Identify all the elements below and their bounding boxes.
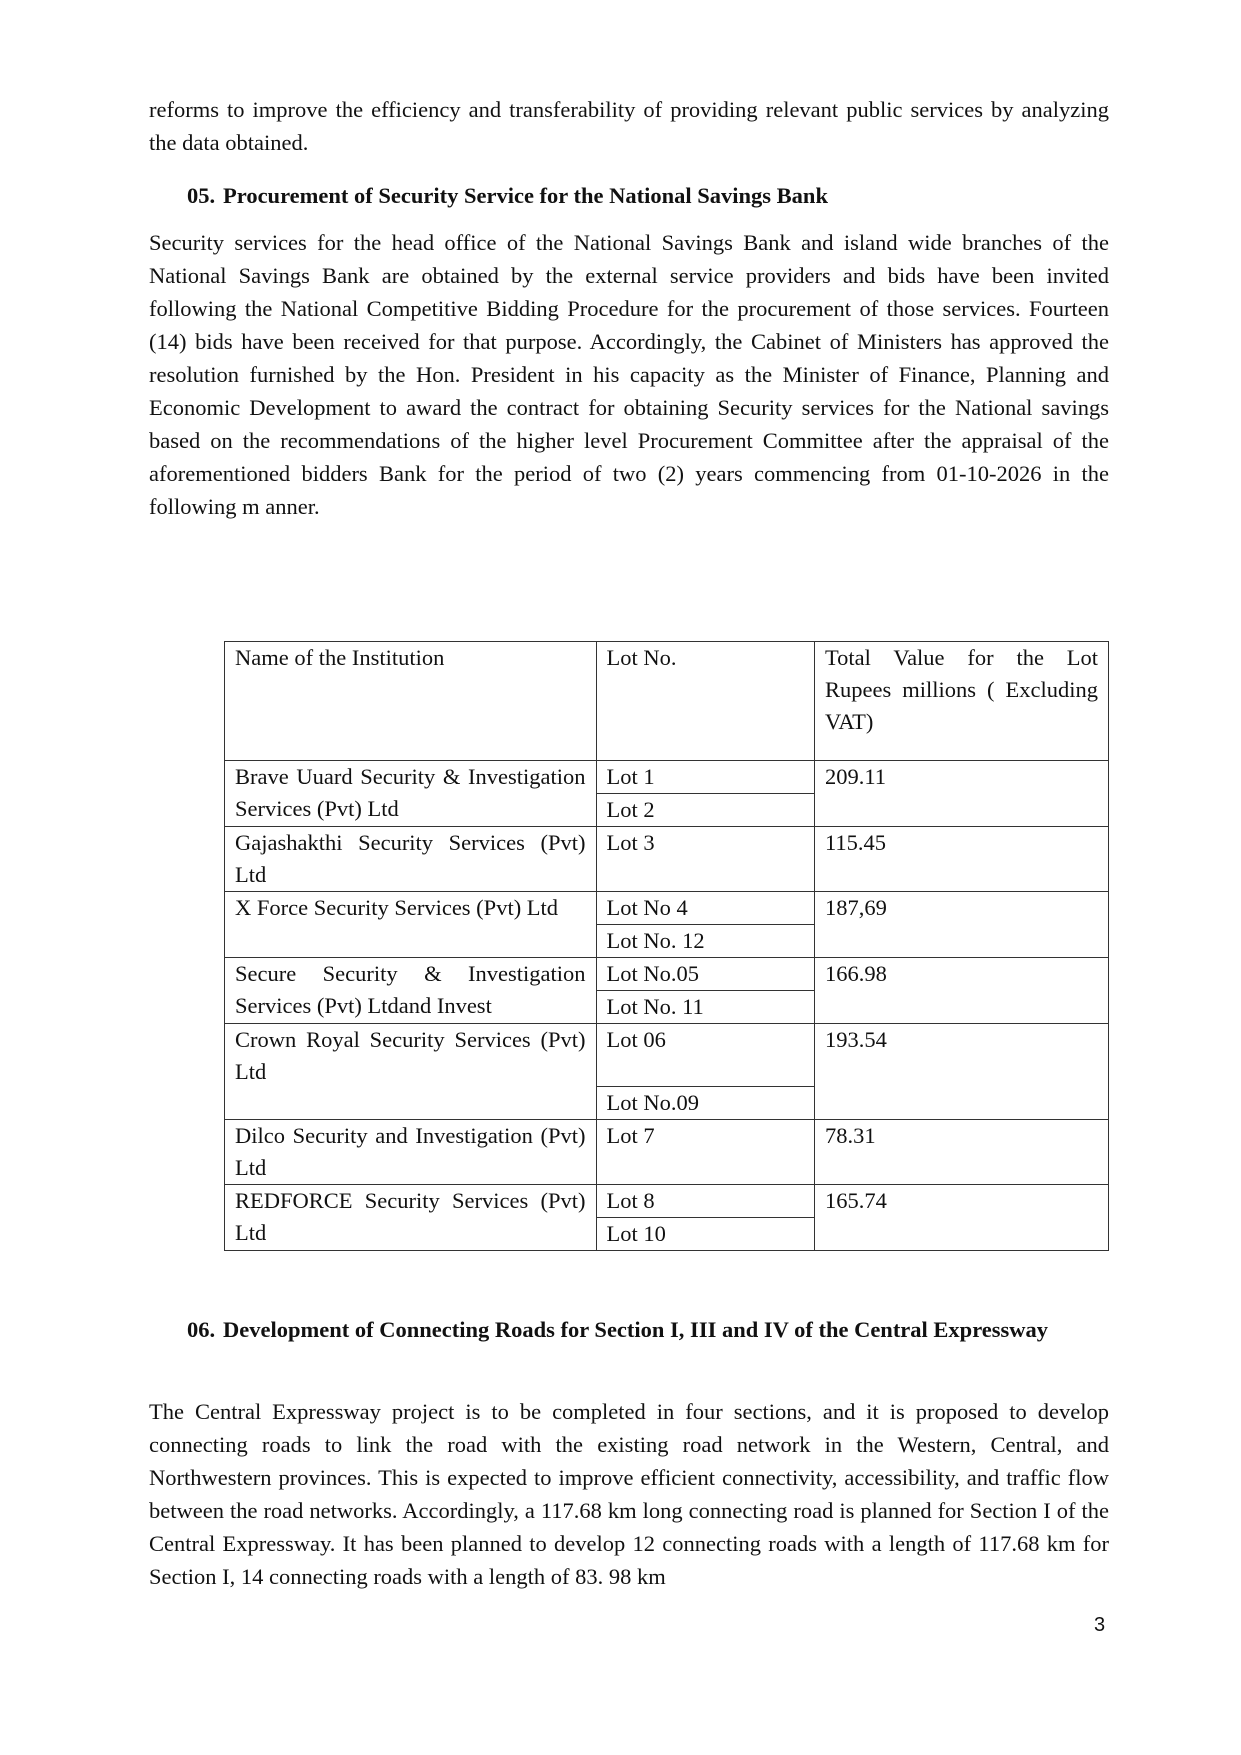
header-value: Total Value for the Lot Rupees millions ( Excluding VAT) [814, 642, 1108, 761]
lot-cell: Lot No. 12 [596, 925, 814, 958]
section-06-body: The Central Expressway project is to be completed in four sections, and it is proposed to develop connecting roads to link the road with the existing road network in the Western, Central, and Northwestern provinces. This is expected to improve efficient connectivity, accessibility, and traffic flow between the road networks. Accordingly, a 117.68 km long connecting road is planned for Section I of the Central Expressway. It has been planned to develop 12 connecting roads with a length of 117.68 km for Section I, 14 connecting roads with a length of 83. 98 km [149, 1399, 1109, 1589]
value-cell: 187,69 [814, 892, 1108, 958]
header-lot: Lot No. [596, 642, 814, 761]
lot-cell: Lot 1 [596, 761, 814, 794]
table-row [225, 892, 1109, 925]
lot-cell: Lot No 4 [596, 892, 814, 925]
table-row [225, 1185, 1109, 1218]
value-cell: 166.98 [814, 958, 1108, 1024]
value-cell: 209.11 [814, 761, 1108, 827]
lot-cell: Lot No.09 [596, 1087, 814, 1120]
table-row [225, 958, 1109, 991]
section-06-number: 06. [187, 1317, 216, 1342]
section-05-heading [187, 180, 1109, 211]
lot-cell: Lot 7 [596, 1120, 814, 1185]
section-05-body: Security services for the head office of the National Savings Bank and island wide branches of the National Savings Bank are obtained by the external service providers and bids have been invited following the National Competitive Bidding Procedure for the procurement of those services. Fourteen (14) bids have been received for that purpose. Accordingly, the Cabinet of Ministers has approved the resolution furnished by the Hon. President in his capacity as the Minister of Finance, Planning and Economic Development to award the contract for obtaining Security services for the National savings based on the recommendations of the higher level Procurement Committee after the appraisal of the aforementioned bidders Bank for the period of two (2) years commencing from 01-10-2026 in the following m anner. [149, 230, 1109, 519]
section-06-heading [187, 1314, 1109, 1345]
intro-paragraph: reforms to improve the efficiency and transferability of providing relevant public services by analyzing the data obtained. [149, 97, 1109, 155]
page-number: 3 [1094, 1614, 1106, 1636]
value-cell: 193.54 [814, 1024, 1108, 1120]
lot-cell: Lot No.05 [596, 958, 814, 991]
section-06-title: Development of Connecting Roads for Section I, III and IV of the Central Expressway [223, 1317, 1049, 1342]
value-cell: 165.74 [814, 1185, 1108, 1251]
section-05-title: Procurement of Security Service for the National Savings Bank [223, 183, 828, 208]
lot-cell: Lot No. 11 [596, 991, 814, 1024]
institution-cell: Dilco Security and Investigation (Pvt) Ltd [225, 1120, 597, 1185]
value-cell: 78.31 [814, 1120, 1108, 1185]
institution-cell: Secure Security & Investigation Services (Pvt) Ltdand Invest [225, 958, 597, 1024]
table-row [225, 1120, 1109, 1185]
institution-cell: Crown Royal Security Services (Pvt) Ltd [225, 1024, 597, 1120]
lot-cell: Lot 10 [596, 1218, 814, 1251]
section-05-number: 05. [187, 183, 216, 208]
header-institution: Name of the Institution [225, 642, 597, 761]
lot-cell: Lot 3 [596, 827, 814, 892]
institution-cell: Gajashakthi Security Services (Pvt) Ltd [225, 827, 597, 892]
lot-cell: Lot 06 [596, 1024, 814, 1087]
institution-cell: Brave Uuard Security & Investigation Services (Pvt) Ltd [225, 761, 597, 827]
lot-cell: Lot 8 [596, 1185, 814, 1218]
value-cell: 115.45 [814, 827, 1108, 892]
table-row [225, 827, 1109, 892]
table-row [225, 1024, 1109, 1087]
table-row [225, 761, 1109, 794]
institution-cell: X Force Security Services (Pvt) Ltd [225, 892, 597, 958]
lot-cell: Lot 2 [596, 794, 814, 827]
table-header-row [225, 642, 1109, 761]
institution-cell: REDFORCE Security Services (Pvt) Ltd [225, 1185, 597, 1251]
security-lots-table [224, 641, 1109, 1251]
